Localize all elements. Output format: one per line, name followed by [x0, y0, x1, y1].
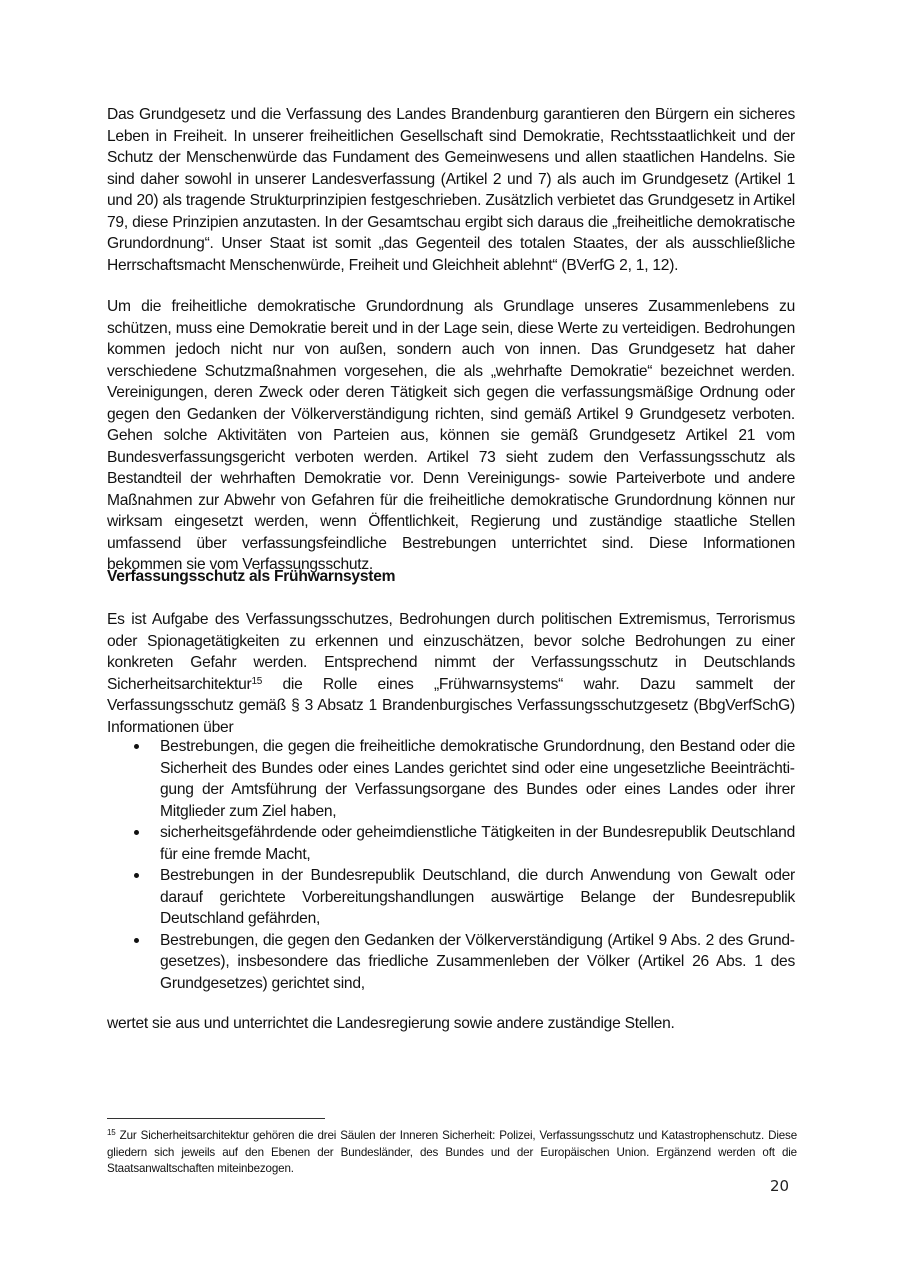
bullet-icon [134, 744, 139, 749]
bullet-icon [134, 830, 139, 835]
paragraph-fruehwarnsystem [107, 609, 795, 738]
list-item [107, 930, 795, 995]
paragraph-fruehwarnsystem-part1: Es ist Aufgabe des Verfassungsschutzes, Bedrohungen durch politischen Extremismus, Terrorismus oder Spionagetätigkeiten zu erkennen und einzuschätzen, bevor solche Bedrohungen zu einer konkreten Gefahr werden. Entsprechend nimmt der Verfassungsschutz in Deutschlands Sicherheitsarchitektur [107, 611, 795, 693]
paragraph-wehrhafte-demokratie: Um die freiheitliche demokratische Grundordnung als Grundlage unseres Zusammenlebens zu schützen, muss eine Demokratie bereit und in der Lage sein, diese Werte zu verteidigen. Bedrohungen kommen jedoch nicht nur von außen, sondern auch von innen. Das Grundgesetz hat daher verschiedene Schutzmaßnahmen vorgesehen, die als „wehrhafte Demokratie“ bezeichnet werden. Vereinigungen, deren Zweck oder deren Tätigkeit sich gegen die verfassungsmäßige Ordnung oder gegen den Gedanken der Völkerverständigung richten, sind gemäß Artikel 9 Grundgesetz verboten. Gehen solche Aktivitäten von Parteien aus, können sie gemäß Grundgesetz Artikel 21 vom Bundesverfassungsgericht verboten werden. Artikel 73 sieht zudem den Verfassungsschutz als Bestandteil der wehrhaften Demokratie vor. Denn Vereinigungs- sowie Parteiverbote und andere Maßnahmen zur Abwehr von Gefahren für die freiheitliche demokratische Grundordnung können nur wirksam eingesetzt werden, wenn Öffentlichkeit, Regierung und zuständige staatliche Stellen umfassend über verfassungsfeindliche Bestrebungen unterrichtet sind. Diese Informationen bekommen sie vom Verfassungsschutz. [107, 298, 795, 573]
list-item [107, 736, 795, 822]
page-number: 20 [770, 1177, 790, 1195]
paragraph-closing: wertet sie aus und unterrichtet die Landesregierung sowie andere zuständige Stellen. [107, 1015, 675, 1032]
section-heading: Verfassungsschutz als Frühwarnsystem [107, 568, 396, 585]
footnote-divider [107, 1118, 325, 1119]
footnote-reference[interactable]: 15 [251, 675, 263, 687]
list-item [107, 822, 795, 865]
footnote-text: Zur Sicherheitsarchitektur gehören die drei Säulen der Inneren Sicherheit: Polizei, Verfassungsschutz und Katastrophenschutz. Diese gliedern sich jeweils auf den Ebenen der Bundesländer, des Bundes und der Europäischen Union. Ergänzend werden oft die Staatsanwaltschaften miteinbezogen. [107, 1129, 797, 1176]
list-item-text: Bestrebungen, die gegen die freiheitliche demokratische Grundordnung, den Bestand oder die Sicherheit des Bundes oder eines Landes gerichtet sind oder eine ungesetzliche Beeinträchtigung der Amtsführung der Verfassungsorgane des Bundes oder eines Landes oder ihrer Mitglieder zum Ziel haben, [160, 738, 795, 820]
footnote-number: 15 [107, 1128, 116, 1137]
list-item-text: sicherheitsgefährdende oder geheimdienstliche Tätigkeiten in der Bundesrepublik Deutschland für eine fremde Macht, [160, 824, 795, 863]
paragraph-grundgesetz: Das Grundgesetz und die Verfassung des Landes Brandenburg garantieren den Bürgern ein sicheres Leben in Freiheit. In unserer freiheitlichen Gesellschaft sind Demokratie, Rechtsstaatlichkeit und der Schutz der Menschenwürde das Fundament des Gemeinwesens und allen staatlichen Handelns. Sie sind daher sowohl in unserer Landesverfassung (Artikel 2 und 7) als auch im Grundgesetz (Artikel 1 und 20) als tragende Strukturprinzipien festgeschrieben. Zusätzlich verbietet das Grundgesetz in Artikel 79, diese Prinzipien anzutasten. In der Gesamtschau ergibt sich daraus die „freiheitliche demokratische Grundordnung“. Unser Staat ist somit „das Gegenteil des totalen Staates, der als ausschließliche Herrschaftsmacht Menschenwürde, Freiheit und Gleichheit ablehnt“ (BVerfG 2, 1, 12). [107, 106, 795, 274]
paragraph-fruehwarnsystem-part2: die Rolle eines „Frühwarnsystems“ wahr. Dazu sammelt der Verfassungsschutz gemäß § 3 Absatz 1 Brandenburgisches Verfassungsschutzgesetz (BbgVerfSchG) Informationen über [107, 675, 795, 736]
list-item [107, 865, 795, 930]
bullet-icon [134, 938, 139, 943]
footnote [107, 1128, 797, 1178]
bullet-icon [134, 873, 139, 878]
bullet-list [107, 736, 795, 994]
list-item-text: Bestrebungen in der Bundesrepublik Deutschland, die durch Anwendung von Gewalt oder darauf gerichtete Vorbereitungshandlungen auswärtige Belange der Bundesrepublik Deutschland gefährden, [160, 867, 795, 927]
list-item-text: Bestrebungen, die gegen den Gedanken der Völkerverständigung (Artikel 9 Abs. 2 des Grundgesetzes), insbesondere das friedliche Zusammenleben der Völker (Artikel 26 Abs. 1 des Grundgesetzes) gerichtet sind, [160, 931, 795, 992]
